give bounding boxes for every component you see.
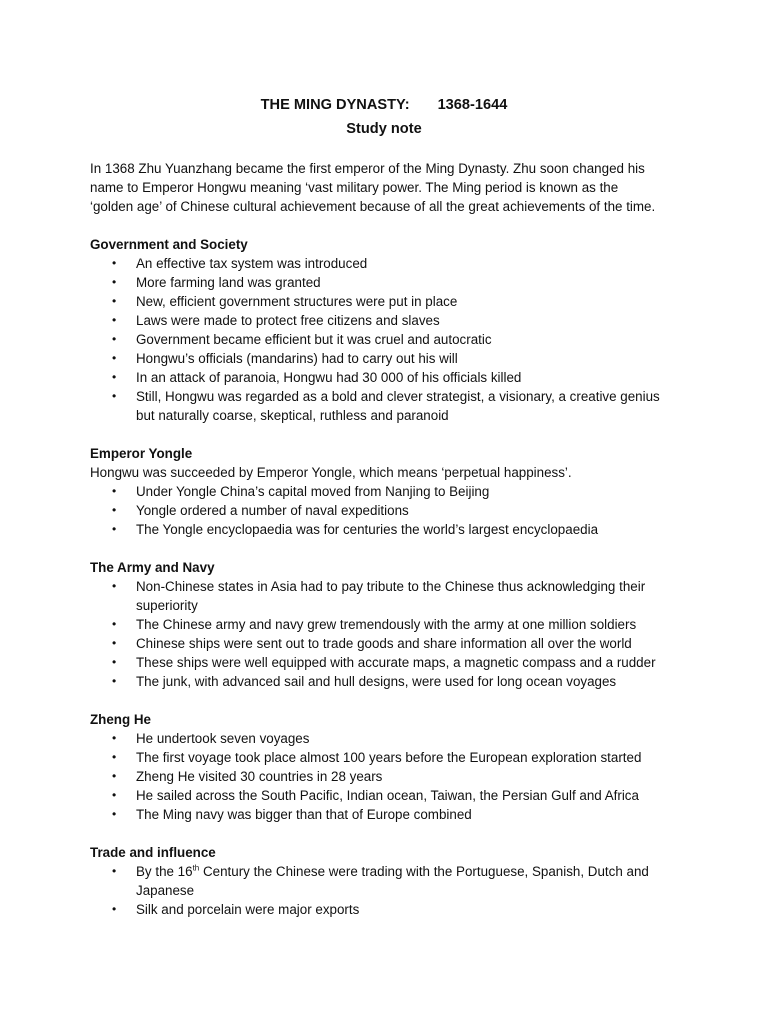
list-item — [90, 615, 690, 634]
list-item-text: In an attack of paranoia, Hongwu had 30 000 of his officials killed — [136, 370, 522, 385]
subtitle: Study note — [346, 121, 422, 137]
bullet-icon: • — [112, 370, 117, 384]
bullet-icon: • — [112, 674, 117, 688]
bullet-icon: • — [112, 636, 117, 650]
section-yongle — [90, 444, 690, 539]
bullet-list — [90, 729, 690, 824]
bullet-icon: • — [112, 389, 117, 403]
bullet-list — [90, 577, 690, 691]
bullet-icon: • — [112, 902, 117, 916]
list-item-text: Laws were made to protect free citizens and slaves — [136, 313, 440, 328]
bullet-icon: • — [112, 503, 117, 517]
list-item-text: Chinese ships were sent out to trade goods and share information all over the world — [136, 636, 632, 651]
bullet-list — [90, 862, 690, 919]
list-item — [90, 653, 690, 672]
list-item — [90, 786, 690, 805]
list-item — [90, 254, 690, 273]
document-title — [0, 93, 768, 141]
list-item-text: The Chinese army and navy grew tremendously with the army at one million soldiers — [136, 617, 637, 632]
intro-paragraph — [90, 159, 690, 217]
list-item — [90, 767, 690, 786]
list-item-text: Yongle ordered a number of naval expeditions — [136, 503, 409, 518]
bullet-icon: • — [112, 313, 117, 327]
bullet-icon: • — [112, 750, 117, 764]
title-main: THE MING DYNASTY: — [260, 97, 410, 113]
section-heading: The Army and Navy — [90, 560, 215, 575]
list-item — [90, 729, 690, 748]
intro-line: In 1368 Zhu Yuanzhang became the first emperor of the Ming Dynasty. Zhu soon changed his — [90, 161, 645, 176]
list-item-text: Still, Hongwu was regarded as a bold and clever strategist, a visionary, a creative genius — [136, 389, 660, 404]
bullet-icon: • — [112, 655, 117, 669]
list-item-text: The Yongle encyclopaedia was for centuries the world’s largest encyclopaedia — [136, 522, 599, 537]
list-item — [90, 292, 690, 311]
list-item — [90, 501, 690, 520]
list-item-text: Hongwu’s officials (mandarins) had to carry out his will — [136, 351, 458, 366]
text-segment: By the 16 — [136, 864, 193, 879]
section-zhenghe — [90, 710, 690, 824]
list-item — [90, 634, 690, 653]
list-item — [90, 311, 690, 330]
bullet-list — [90, 482, 690, 539]
section-heading: Government and Society — [90, 237, 248, 252]
bullet-icon: • — [112, 351, 117, 365]
list-item — [90, 862, 690, 900]
list-item — [90, 577, 690, 615]
list-item-text: The first voyage took place almost 100 years before the European exploration started — [136, 750, 642, 765]
bullet-icon: • — [112, 579, 117, 593]
list-item-text-continued: Japanese — [136, 883, 195, 898]
bullet-icon: • — [112, 332, 117, 346]
bullet-icon: • — [112, 484, 117, 498]
list-item-text-continued: superiority — [136, 598, 198, 613]
list-item-text: The junk, with advanced sail and hull designs, were used for long ocean voyages — [136, 674, 617, 689]
section-trade — [90, 843, 690, 919]
bullet-list — [90, 254, 690, 425]
list-item — [90, 748, 690, 767]
list-item — [90, 482, 690, 501]
intro-line: ‘golden age’ of Chinese cultural achievement because of all the great achievements of the time. — [90, 199, 656, 215]
bullet-icon: • — [112, 522, 117, 536]
list-item — [90, 387, 690, 425]
list-item-text — [136, 862, 690, 881]
bullet-icon: • — [112, 275, 117, 289]
title-line — [0, 93, 768, 117]
list-item-text: Zheng He visited 30 countries in 28 years — [136, 769, 383, 784]
list-item — [90, 349, 690, 368]
list-item — [90, 273, 690, 292]
bullet-icon: • — [112, 256, 117, 270]
text-segment: Century the Chinese were trading with the Portuguese, Spanish, Dutch and — [199, 864, 649, 879]
intro-line: name to Emperor Hongwu meaning ‘vast military power. The Ming period is known as the — [90, 180, 619, 196]
bullet-icon: • — [112, 617, 117, 631]
section-government — [90, 235, 690, 425]
list-item-text-continued: but naturally coarse, skeptical, ruthless and paranoid — [136, 408, 449, 423]
superscript: th — [192, 863, 200, 873]
list-item-text: Silk and porcelain were major exports — [136, 902, 360, 917]
bullet-icon: • — [112, 731, 117, 745]
list-item-text: The Ming navy was bigger than that of Europe combined — [136, 807, 472, 822]
bullet-icon: • — [112, 769, 117, 783]
section-heading: Trade and influence — [90, 845, 216, 860]
bullet-icon: • — [112, 294, 117, 308]
section-heading: Emperor Yongle — [90, 446, 193, 461]
list-item-text: He sailed across the South Pacific, Indian ocean, Taiwan, the Persian Gulf and Africa — [136, 788, 639, 803]
list-item — [90, 520, 690, 539]
bullet-icon: • — [112, 807, 117, 821]
section-army — [90, 558, 690, 691]
list-item — [90, 900, 690, 919]
list-item-text: He undertook seven voyages — [136, 731, 310, 746]
bullet-icon: • — [112, 788, 117, 802]
title-years: 1368-1644 — [437, 97, 508, 113]
list-item-text: These ships were well equipped with accurate maps, a magnetic compass and a rudder — [136, 655, 656, 670]
section-heading: Zheng He — [90, 712, 152, 727]
list-item-text: Non-Chinese states in Asia had to pay tribute to the Chinese thus acknowledging their — [136, 579, 646, 594]
list-item — [90, 672, 690, 691]
list-item-text: Government became efficient but it was cruel and autocratic — [136, 332, 492, 347]
list-item-text: More farming land was granted — [136, 275, 321, 290]
list-item — [90, 805, 690, 824]
list-item-text: An effective tax system was introduced — [136, 256, 368, 271]
bullet-icon: • — [112, 864, 117, 878]
list-item-text: Under Yongle China’s capital moved from Nanjing to Beijing — [136, 484, 490, 499]
list-item — [90, 330, 690, 349]
list-item-text: New, efficient government structures were put in place — [136, 294, 458, 309]
section-paragraph: Hongwu was succeeded by Emperor Yongle, which means ‘perpetual happiness’. — [90, 465, 572, 480]
list-item — [90, 368, 690, 387]
